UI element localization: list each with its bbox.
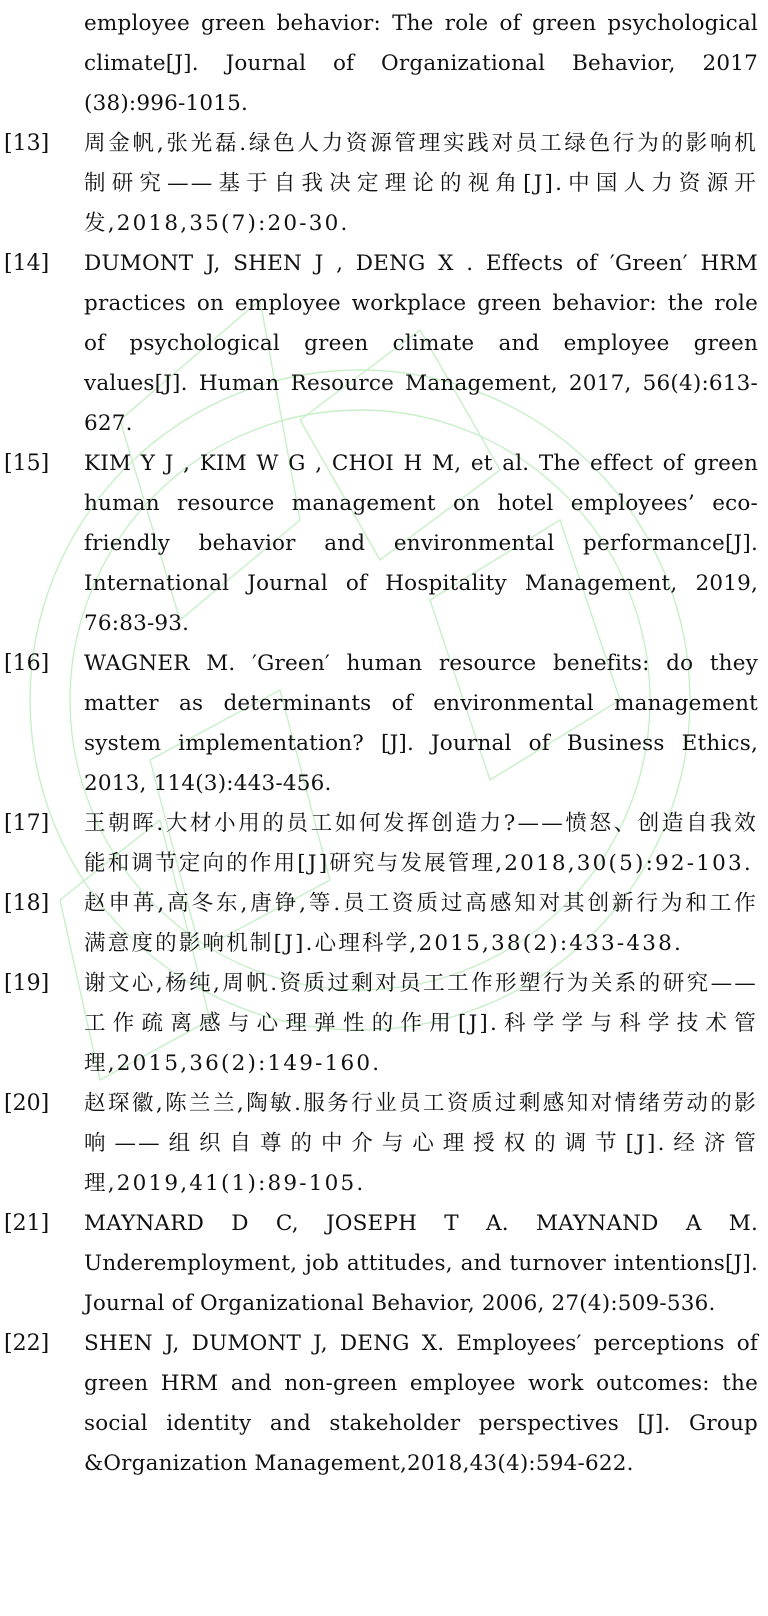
reference-text: 周金帆,张光磊.绿色人力资源管理实践对员工绿色行为的影响机制研究——基于自我决定理论的视角[J].中国人力资源开发,2018,35(7):20-30. — [84, 131, 758, 236]
reference-number: [21] — [4, 1211, 50, 1236]
reference-text: 赵申苒,高冬东,唐铮,等.员工资质过高感知对其创新行为和工作满意度的影响机制[J].心理科学,2015,38(2):433-438. — [84, 891, 758, 956]
reference-text: MAYNARD D C, JOSEPH T A. MAYNAND A M. Underemployment, job attitudes, and turnover intentions[J]. Journal of Organizational Behavior, 2006, 27(4):509-536. — [84, 1211, 758, 1316]
reference-list — [0, 4, 768, 1484]
reference-entry — [0, 804, 768, 884]
reference-entry — [0, 964, 768, 1084]
reference-text: WAGNER M. ′Green′ human resource benefits: do they matter as determinants of environmental management system implementation? [J]. Journal of Business Ethics, 2013, 114(3):443-456. — [84, 651, 758, 796]
reference-text: 赵琛徽,陈兰兰,陶敏.服务行业员工资质过剩感知对情绪劳动的影响——组织自尊的中介与心理授权的调节[J].经济管理,2019,41(1):89-105. — [84, 1091, 758, 1196]
reference-number: [15] — [4, 451, 50, 476]
reference-entry — [0, 444, 768, 644]
reference-entry — [0, 644, 768, 804]
reference-entry — [0, 1324, 768, 1484]
reference-entry — [0, 1204, 768, 1324]
reference-entry — [0, 884, 768, 964]
reference-number: [16] — [4, 651, 50, 676]
reference-number: [14] — [4, 251, 50, 276]
reference-number: [20] — [4, 1091, 50, 1116]
reference-number: [13] — [4, 131, 50, 156]
reference-entry — [0, 124, 768, 244]
reference-number: [18] — [4, 891, 50, 916]
reference-text: DUMONT J, SHEN J , DENG X . Effects of ′Green′ HRM practices on employee workplace green behavior: the role of psychological green climate and employee green values[J]. Human Resource Management, 2017, 56(4):613-627. — [84, 251, 758, 436]
reference-text: 谢文心,杨纯,周帆.资质过剩对员工工作形塑行为关系的研究——工作疏离感与心理弹性的作用[J].科学学与科学技术管理,2015,36(2):149-160. — [84, 971, 758, 1076]
reference-entry — [0, 1084, 768, 1204]
reference-entry — [0, 4, 768, 124]
reference-text: KIM Y J , KIM W G , CHOI H M, et al. The effect of green human resource management on hotel employees’ eco-friendly behavior and environmental performance[J]. International Journal of Hospitality Management, 2019, 76:83-93. — [84, 451, 758, 636]
reference-text: SHEN J, DUMONT J, DENG X. Employees′ perceptions of green HRM and non-green employee work outcomes: the social identity and stakeholder perspectives [J]. Group &Organization Management,2018,43(4):594-622. — [84, 1331, 758, 1476]
reference-number: [17] — [4, 811, 50, 836]
reference-number: [19] — [4, 971, 50, 996]
reference-number: [22] — [4, 1331, 50, 1356]
reference-text: 王朝晖.大材小用的员工如何发挥创造力?——愤怒、创造自我效能和调节定向的作用[J]研究与发展管理,2018,30(5):92-103. — [84, 811, 758, 876]
reference-text: employee green behavior: The role of green psychological climate[J]. Journal of Organizational Behavior, 2017 (38):996-1015. — [84, 11, 758, 116]
reference-entry — [0, 244, 768, 444]
